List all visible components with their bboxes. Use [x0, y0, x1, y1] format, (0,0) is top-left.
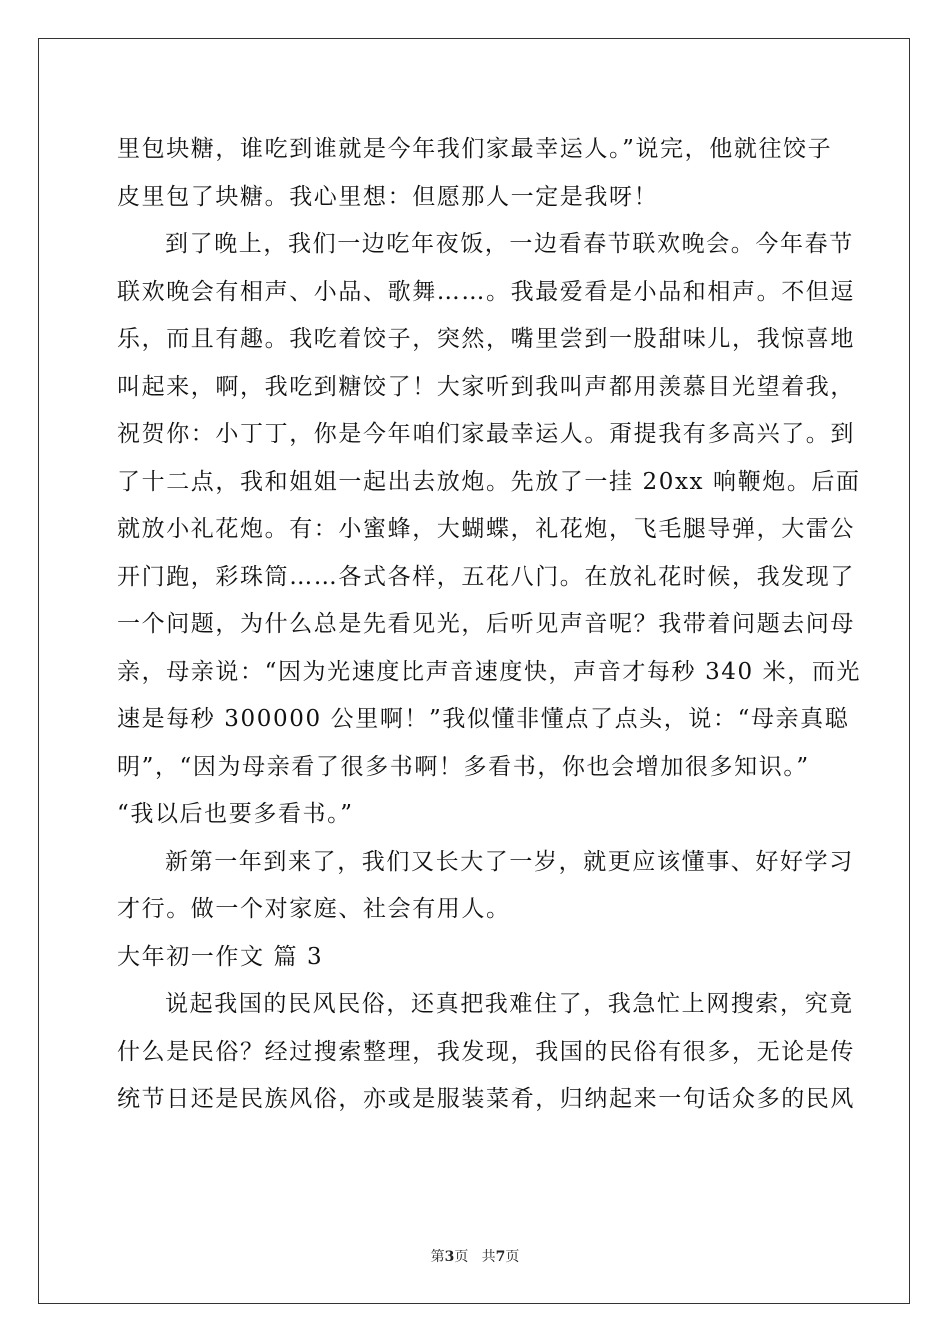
text-line: 明”，“因为母亲看了很多书啊！多看书，你也会增加很多知识。”: [117, 753, 810, 780]
text-line: 联欢晚会有相声、小品、歌舞……。我最爱看是小品和相声。不但逗: [117, 278, 855, 305]
page-prefix: 第: [430, 1249, 445, 1265]
text-line: 开门跑，彩珠筒……各式各样，五花八门。在放礼花时候，我发现了: [117, 563, 855, 590]
text-line: 速是每秒 300000 公里啊！”我似懂非懂点了点头，说：“母亲真聪: [117, 706, 850, 732]
total-prefix: 共: [481, 1249, 496, 1265]
total-pages: 7: [495, 1249, 506, 1265]
text-line: “我以后也要多看书。”: [117, 801, 354, 827]
text-line: 亲，母亲说：“因为光速度比声音速度快，声音才每秒 340 米，而光: [117, 658, 862, 685]
total-suffix: 页: [505, 1249, 520, 1265]
text-line: 才行。做一个对家庭、社会有用人。: [117, 896, 511, 922]
text-line: 说起我国的民风民俗，还真把我难住了，我急忙上网搜索，究竟: [165, 991, 854, 1017]
text-line: 皮里包了块糖。我心里想：但愿那人一定是我呀！: [117, 183, 659, 210]
text-line: 新第一年到来了，我们又长大了一岁，就更应该懂事、好好学习: [165, 848, 854, 875]
page-footer: [0, 1246, 950, 1266]
text-line: 统节日还是民族风俗，亦或是服装菜肴，归纳起来一句话众多的民风: [117, 1086, 855, 1112]
text-line: 里包块糖，谁吃到谁就是今年我们家最幸运人。”说完，他就往饺子: [117, 136, 833, 162]
text-line: 什么是民俗？经过搜索整理，我发现，我国的民俗有很多，无论是传: [117, 1038, 855, 1065]
page-suffix: 页: [454, 1249, 469, 1265]
document-body: [117, 126, 862, 1124]
text-line: 祝贺你：小丁丁，你是今年咱们家最幸运人。甭提我有多高兴了。到: [117, 421, 855, 447]
page-number: 3: [444, 1249, 455, 1265]
text-line: 一个问题，为什么总是先看见光，后听见声音呢？我带着问题去问母: [117, 611, 855, 637]
text-line: 乐，而且有趣。我吃着饺子，突然，嘴里尝到一股甜味儿，我惊喜地: [117, 326, 855, 352]
text-line: 了十二点，我和姐姐一起出去放炮。先放了一挂 20xx 响鞭炮。后面: [117, 468, 861, 495]
text-line: 就放小礼花炮。有：小蜜蜂，大蝴蝶，礼花炮，飞毛腿导弹，大雷公: [117, 516, 855, 542]
text-line: 大年初一作文 篇 3: [117, 943, 324, 970]
text-line: 到了晚上，我们一边吃年夜饭，一边看春节联欢晚会。今年春节: [165, 231, 854, 257]
text-line: 叫起来，啊，我吃到糖饺了！大家听到我叫声都用羡慕目光望着我，: [117, 373, 855, 400]
